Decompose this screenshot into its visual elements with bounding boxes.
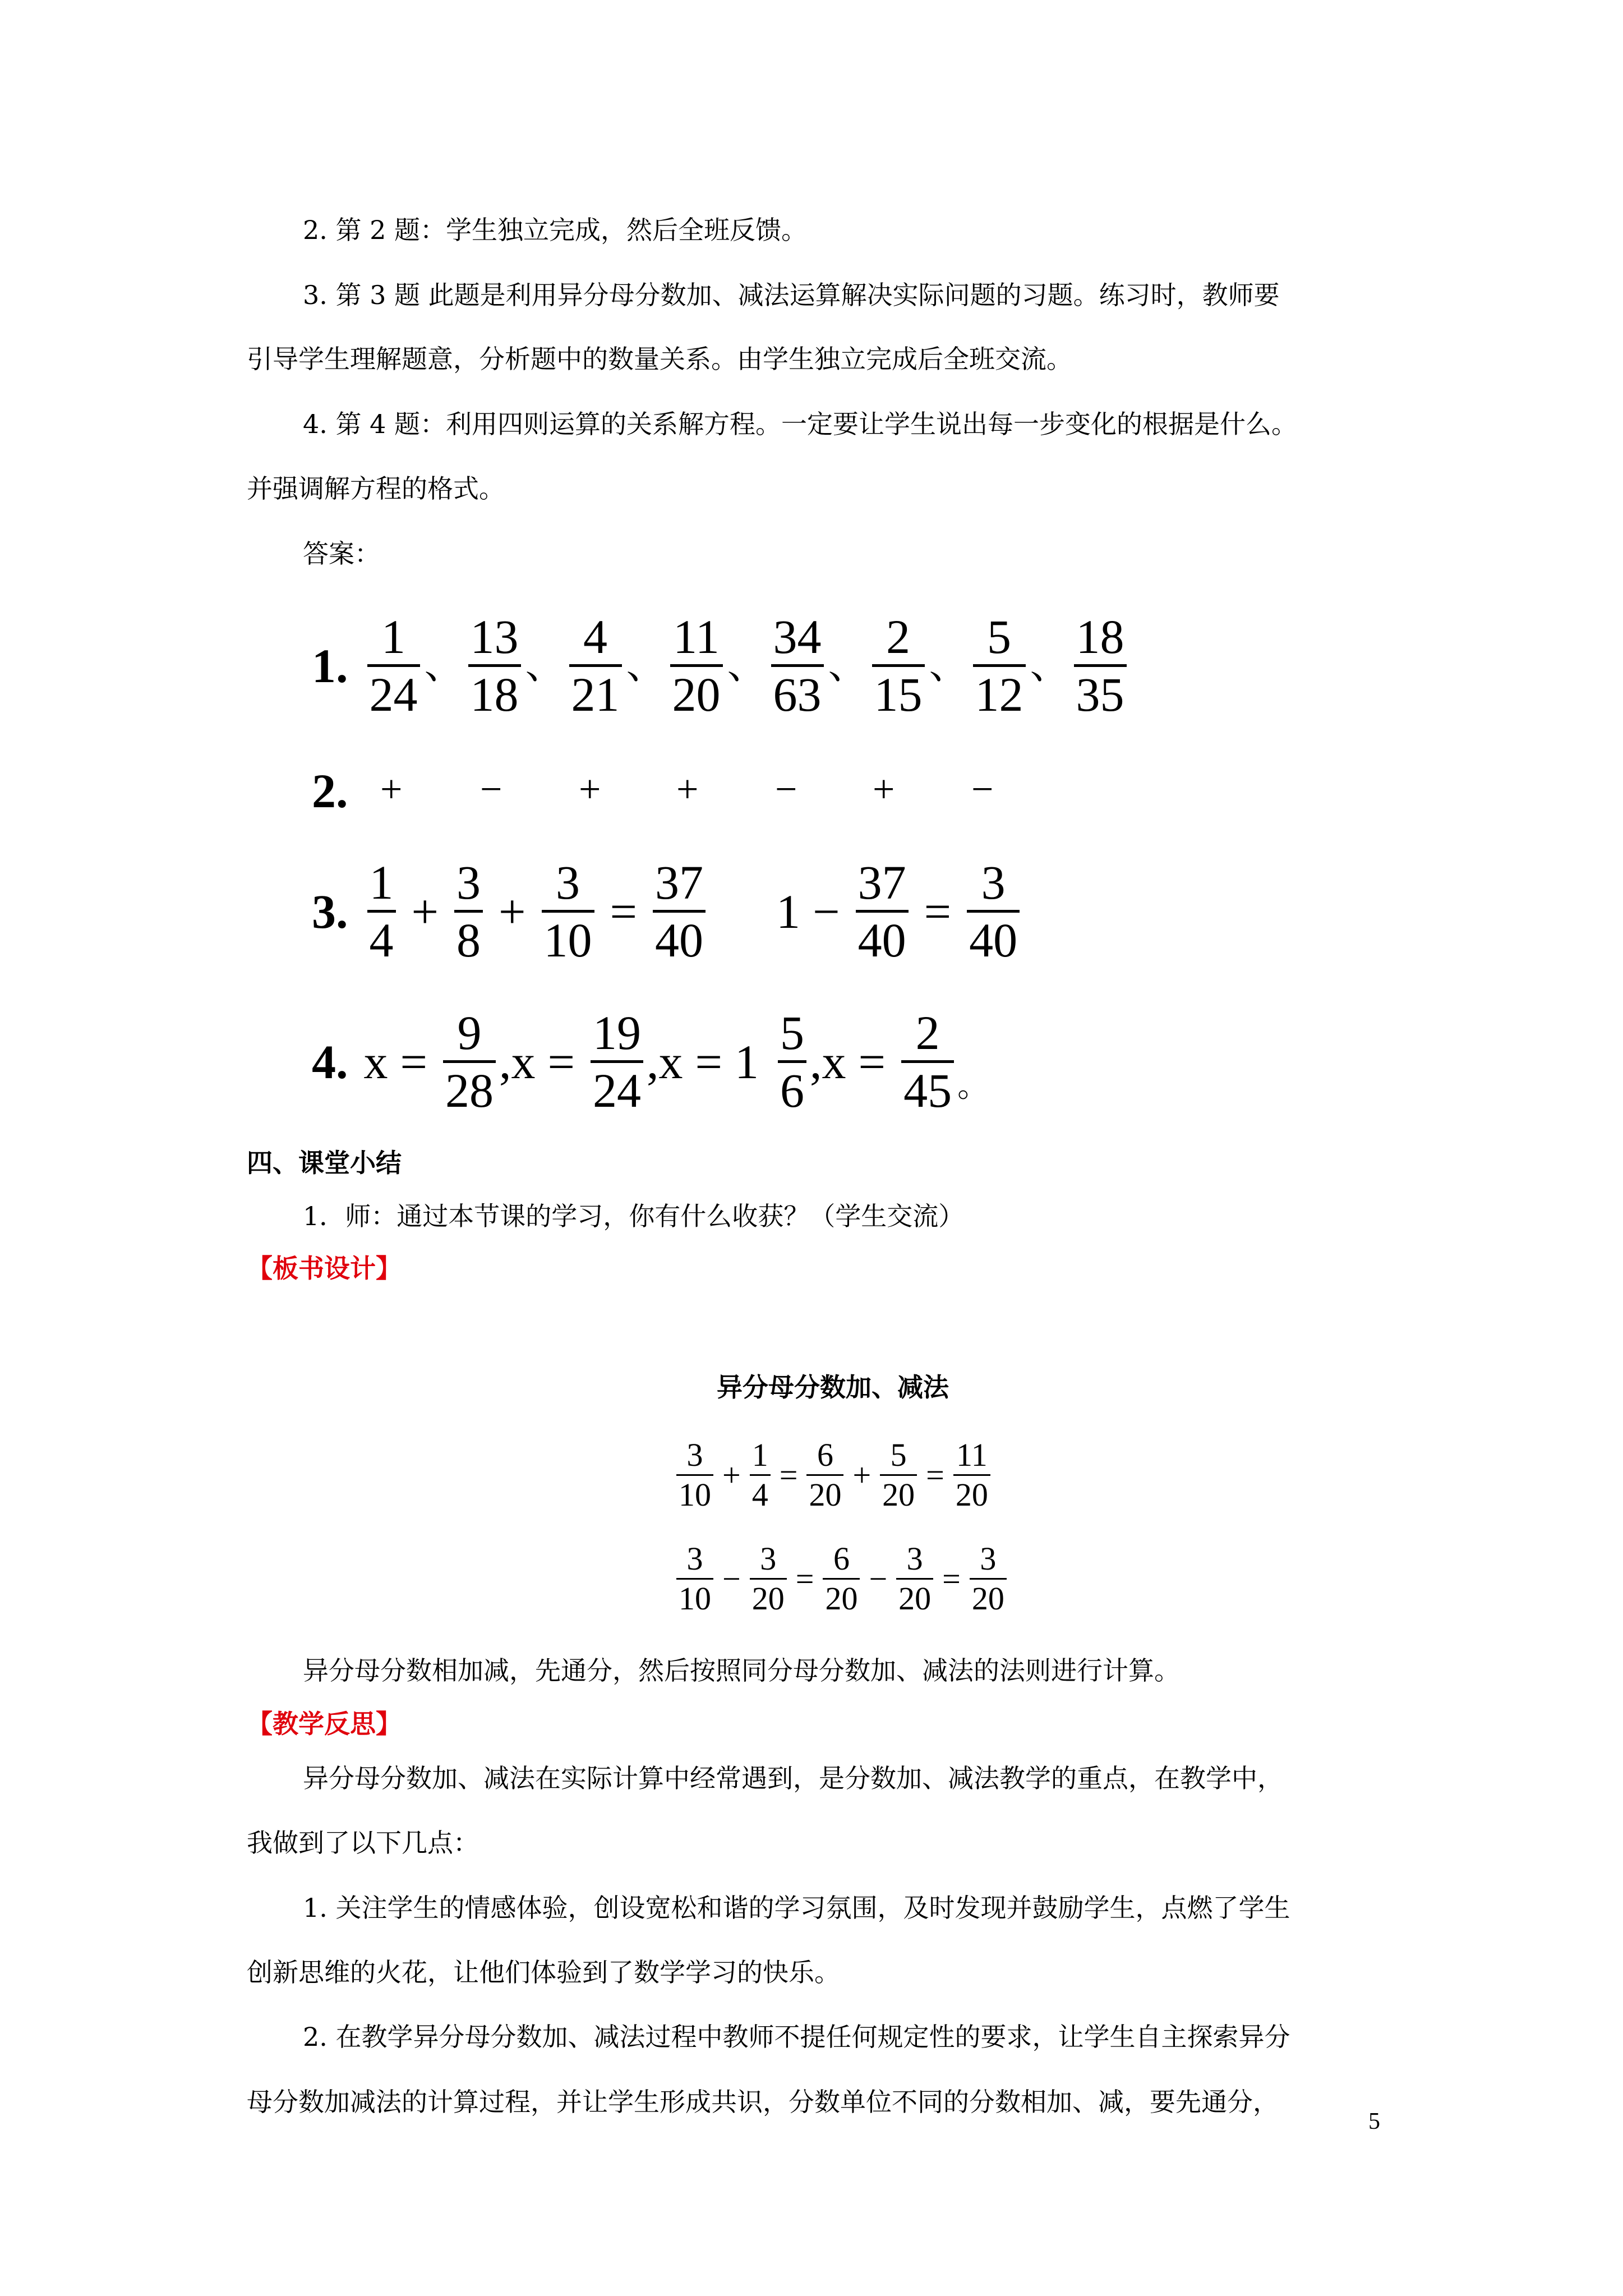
board-design-label: 【板书设计】 [247,1253,402,1283]
separator: 、 [626,643,666,687]
answer-2 [312,763,1153,819]
reflection-label: 【教学反思】 [247,1709,402,1739]
board-title: 异分母分数加、减法 [717,1372,949,1402]
text-line: 创新思维的火花，让他们体验到了数学学习的快乐。 [247,1957,840,1987]
answer-number: 1. [312,638,348,693]
equals-sign: = [547,1034,575,1089]
separator: 、 [727,643,767,687]
fraction: 1 4 [367,858,396,964]
fraction: $\frac{1}{4}$ [750,1439,771,1511]
operator: + [722,1456,741,1493]
fraction: 19 24 [591,1009,643,1115]
text-line: 我做到了以下几点： [247,1828,479,1858]
fraction: $\frac{3}{20}$ [970,1543,1007,1615]
sign: + [380,768,403,811]
separator: 、 [424,643,464,687]
plus-sign: + [411,884,439,938]
fraction: 37 40 [653,858,706,964]
variable-x: x [511,1034,536,1089]
answers-label: 答案： [303,539,380,569]
fraction: $\frac{6}{20}$ [806,1439,843,1511]
answer-number: 2. [312,764,348,818]
operator: − [869,1560,888,1597]
variable-x: x [658,1034,683,1089]
answer-number: 4. [312,1034,348,1089]
text-line: 4. 第 4 题：利用四则运算的关系解方程。一定要让学生说出每一步变化的根据是什么。 [303,409,1298,439]
period: 。 [957,1069,989,1104]
fraction: $\frac{11}{20}$ [953,1439,990,1511]
section-heading: 四、课堂小结 [247,1148,402,1178]
answer-3 [312,855,1023,967]
fraction: $\frac{5}{20}$ [880,1439,917,1511]
fraction: 18 35 [1074,613,1127,719]
equals-sign: = [926,1456,944,1493]
variable-x: x [822,1034,846,1089]
fraction: 3 40 [967,858,1020,964]
comma: , [647,1034,659,1089]
text-line: 母分数加减法的计算过程，并让学生形成共识，分数单位不同的分数相加、减，要先通分， [247,2087,1279,2117]
text-line: 3. 第 3 题 此题是利用异分母分数加、减法运算解决实际问题的习题。练习时，教师要 [303,280,1280,310]
answer-1 [312,610,1130,721]
equals-sign: = [924,884,952,938]
fraction: 2 45 [901,1009,954,1115]
equals-sign: = [942,1560,961,1597]
fraction: $\frac{3}{20}$ [750,1543,787,1615]
fraction: 2 15 [872,613,925,719]
equals-sign: = [610,884,638,938]
separator: 、 [1030,643,1069,687]
equals-sign: = [795,1560,814,1597]
variable-x: x [363,1034,388,1089]
equals-sign: = [779,1456,798,1493]
comma: , [499,1034,511,1089]
fraction: 5 12 [973,613,1026,719]
text-line: 异分母分数相加减，先通分，然后按照同分母分数加、减法的法则进行计算。 [303,1655,1180,1686]
sign: + [873,768,895,811]
text-line: 2. 第 2 题：学生独立完成，然后全班反馈。 [303,215,808,245]
fraction: 3 8 [454,858,483,964]
board-equation-1 [673,1439,994,1511]
fraction: $\frac{3}{20}$ [896,1543,933,1615]
operator: + [852,1456,872,1493]
sign: + [579,768,601,811]
page-number: 5 [1368,2109,1380,2134]
equals-sign: = [400,1034,428,1089]
plus-sign: + [499,884,526,938]
text-line: 引导学生理解题意，分析题中的数量关系。由学生独立完成后全班交流。 [247,344,1072,374]
separator: 、 [929,643,969,687]
fraction: 11 20 [670,613,723,719]
fraction: 37 40 [856,858,909,964]
fraction: $\frac{3}{10}$ [676,1543,713,1615]
fraction: 3 10 [542,858,594,964]
text-line: 异分母分数加、减法在实际计算中经常遇到，是分数加、减法教学的重点，在教学中， [303,1763,1283,1793]
equals-sign: = [858,1034,886,1089]
text-line: 1．师：通过本节课的学习，你有什么收获？（学生交流） [303,1201,965,1231]
fraction: 13 18 [468,613,521,719]
fraction: 5 6 [778,1009,806,1115]
fraction: 34 63 [771,613,824,719]
fraction: 9 28 [443,1009,496,1115]
sign: + [676,768,699,811]
operator: − [722,1560,741,1597]
answer-4 [312,1006,989,1117]
separator: 、 [525,643,565,687]
minus-sign: − [813,884,840,938]
text-line: 并强调解方程的格式。 [247,473,505,504]
board-equation-2 [673,1540,1010,1617]
fraction: $\frac{6}{20}$ [823,1543,860,1615]
separator: 、 [828,643,868,687]
comma: , [810,1034,822,1089]
text-line: 1. 关注学生的情感体验，创设宽松和谐的学习氛围，及时发现并鼓励学生，点燃了学生 [303,1893,1290,1923]
sign: − [480,768,502,811]
fraction: 4 21 [569,613,622,719]
text-line: 2. 在教学异分母分数加、减法过程中教师不提任何规定性的要求，让学生自主探索异分 [303,2022,1290,2052]
sign: − [971,768,994,811]
equals-sign: = [695,1034,723,1089]
fraction: 1 24 [367,613,420,719]
sign: − [775,768,797,811]
answer-number: 3. [312,884,348,938]
fraction: $\frac{3}{10}$ [676,1439,713,1511]
whole-number: 1 [735,1034,759,1089]
whole-number: 1 [776,884,801,938]
